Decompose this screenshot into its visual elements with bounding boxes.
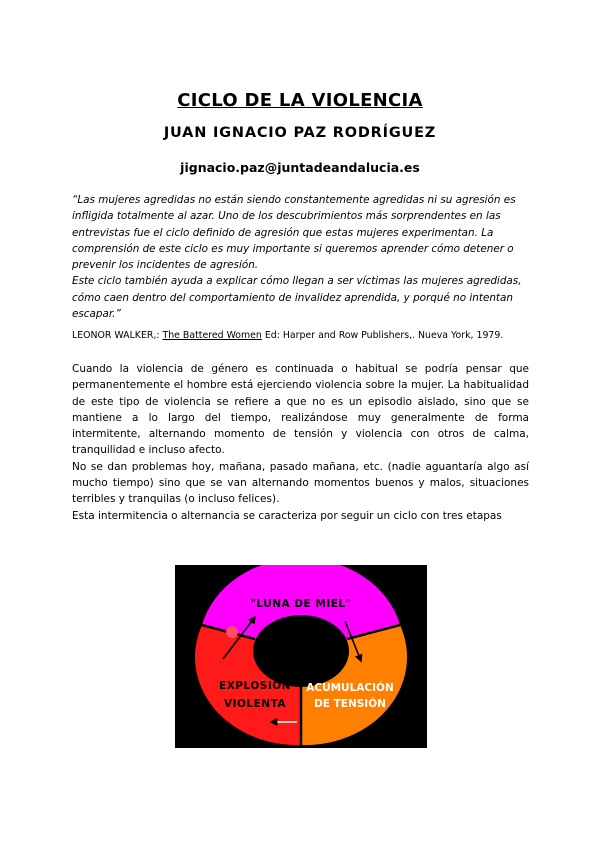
author-email: jignacio.paz@juntadeandalucia.es (180, 160, 420, 175)
quote-paragraph: “Las mujeres agredidas no están siendo constantemente agredidas ni su agresión es infligida totalmente al azar. Uno de los descubrimientos más sorprendentes en las entrevistas fue el ciclo definido de agresión que estas mujeres experimentan. La comprensión de este ciclo es muy importante si queremos aprender cómo detener o prevenir los incidentes de agresión. (72, 194, 516, 272)
body-paragraph: No se dan problemas hoy, mañana, pasado mañana, etc. (nadie aguantaría algo así mucho tiempo) sino que se van alternando momentos buenos y malos, situaciones terribles y tranquilas (o incluso felices). (72, 460, 529, 506)
quote-block (72, 192, 532, 322)
label-accumulation-line1: ACUMULACIÓN (306, 682, 394, 694)
body-text (72, 361, 529, 524)
body-paragraph: Esta intermitencia o alternancia se caracteriza por seguir un ciclo con tres etapas (72, 509, 502, 522)
body-paragraph: Cuando la violencia de género es continuada o habitual se podría pensar que permanentemente el hombre está ejerciendo violencia sobre la mujer. La habitualidad de este tipo de violencia se refiere a que no es un episodio aislado, sino que se mantiene a lo largo del tiempo, realizándose muy generalmente de forma intermitente, alternando momento de tensión y violencia con otros de calma, tranquilidad e incluso afecto. (72, 363, 529, 457)
quote-paragraph: Este ciclo también ayuda a explicar cómo llegan a ser víctimas las mujeres agredidas, cómo caen dentro del comportamiento de invalidez aprendida, y porqué no intentan escapar.” (72, 275, 522, 321)
document-title: CICLO DE LA VIOLENCIA (177, 90, 423, 111)
citation-publisher: Ed: Harper and Row Publishers,. Nueva York, 1979. (264, 330, 504, 341)
label-accumulation-line2: DE TENSIÓN (314, 698, 386, 710)
citation-author: LEONOR WALKER,: (72, 330, 160, 341)
author-name: JUAN IGNACIO PAZ RODRÍGUEZ (163, 125, 437, 141)
label-explosion-line2: VIOLENTA (223, 698, 287, 710)
violence-cycle-diagram (175, 565, 427, 748)
quote-citation (72, 330, 542, 342)
ring-center-hole (253, 615, 349, 687)
label-honeymoon: "LUNA DE MIEL" (250, 598, 352, 610)
ring-accent-dot (226, 626, 238, 638)
citation-book-title: The Battered Women (162, 330, 262, 341)
label-explosion-line1: EXPLOSIÓN (219, 680, 291, 692)
